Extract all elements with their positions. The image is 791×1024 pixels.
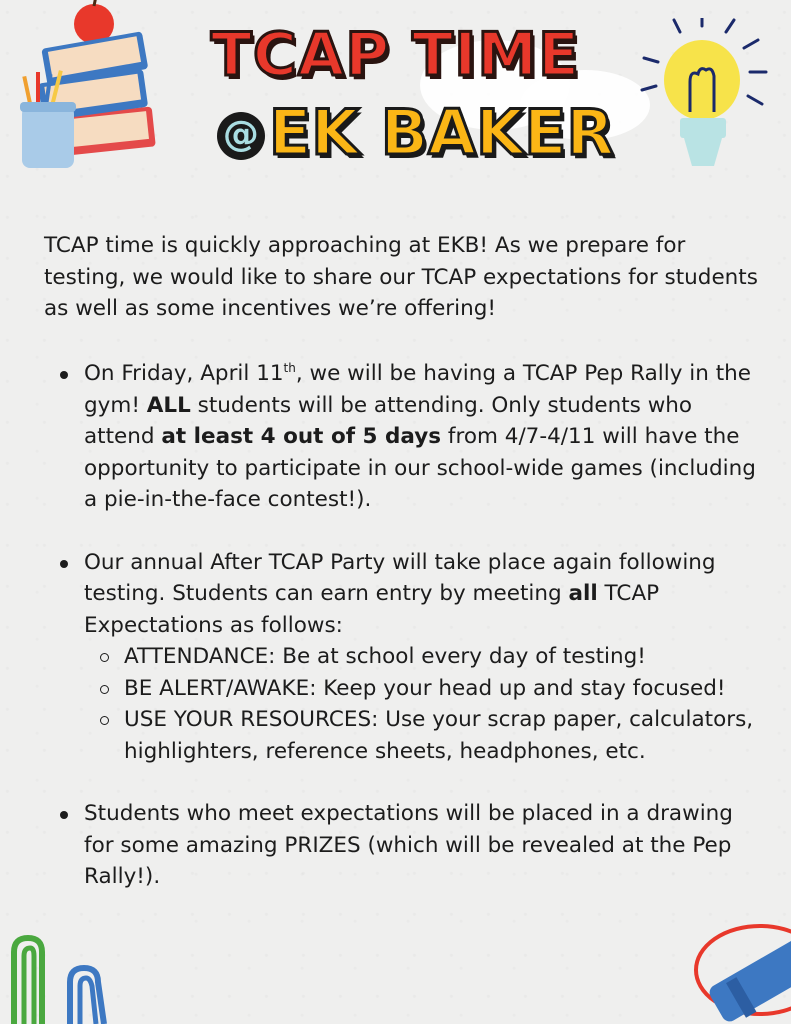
list-item-after-party <box>60 547 765 768</box>
text: Our annual After TCAP Party will take place again following testing. Students can earn entry by meeting <box>84 549 716 606</box>
bold-text: at least 4 out of 5 days <box>161 424 442 449</box>
list-item: USE YOUR RESOURCES: Use your scrap paper, calculators, highlighters, reference sheets, headphones, etc. <box>84 704 765 767</box>
list-item-prizes: Students who meet expectations will be placed in a drawing for some amazing PRIZES (which will be revealed at the Pep Rally!). <box>60 798 765 893</box>
text: TCAP Expectations as follows: <box>84 581 660 638</box>
paperclip-icon <box>0 930 140 1024</box>
page-subtitle <box>20 96 791 169</box>
bold-text: ALL <box>146 392 191 418</box>
school-name: EK BAKER <box>268 96 615 169</box>
expectations-list <box>84 641 765 767</box>
list-item: ATTENDANCE: Be at school every day of testing! <box>84 641 765 673</box>
at-symbol: @ <box>217 112 265 160</box>
crayon-icon <box>690 912 791 1024</box>
text: , we will be having a TCAP Pep Rally in the gym! <box>84 361 752 418</box>
intro-paragraph: TCAP time is quickly approaching at EKB! As we prepare for testing, we would like to share our TCAP expectations for students as well as some incentives we’re offering! <box>44 233 758 321</box>
text: students will be attending. Only students who attend <box>84 392 693 449</box>
text: On Friday, April 11 <box>84 361 284 386</box>
list-item-pep-rally <box>60 358 765 516</box>
superscript: th <box>283 360 296 375</box>
incentives-list <box>60 358 765 924</box>
text: from 4/7-4/11 will have the opportunity to participate in our school-wide games (including a pie-in-the-face contest!). <box>84 424 756 512</box>
page-title: TCAP TIME <box>210 20 581 90</box>
list-item: BE ALERT/AWAKE: Keep your head up and stay focused! <box>84 673 765 705</box>
bold-text: all <box>568 581 598 606</box>
